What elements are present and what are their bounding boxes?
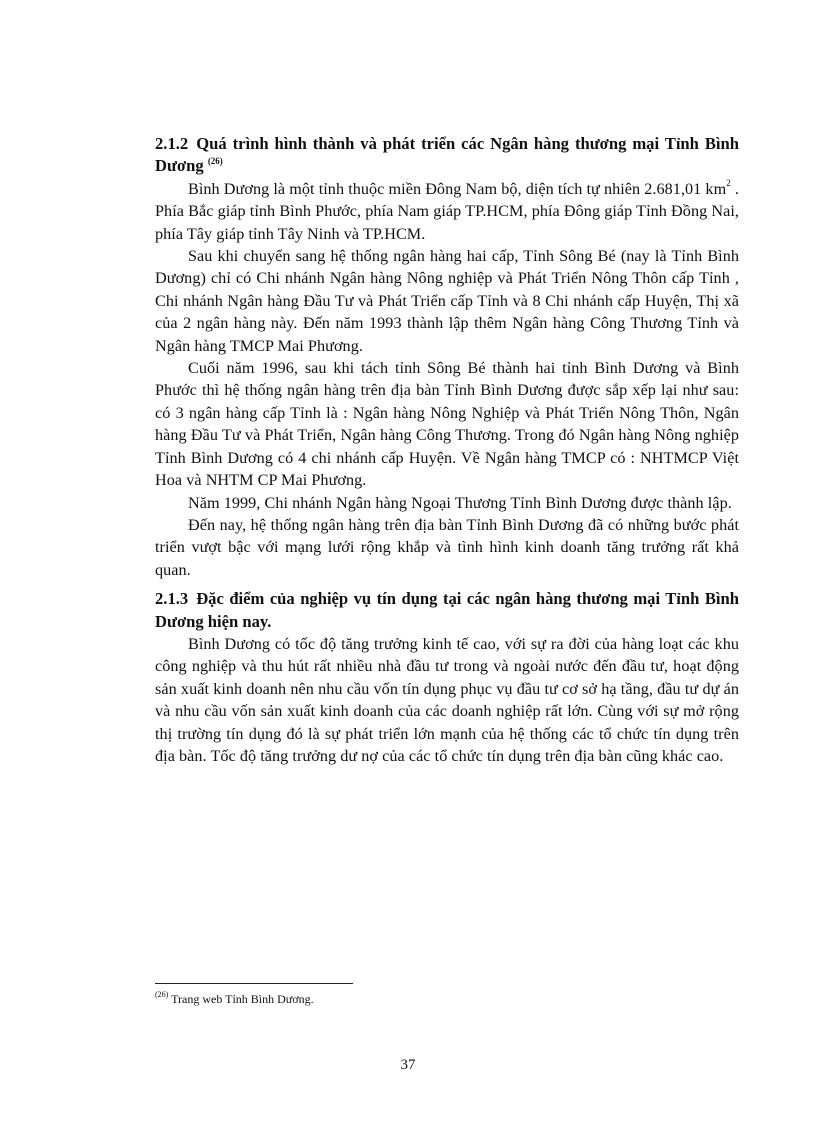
section-title: Đặc điểm của nghiệp vụ tín dụng tại các ngân hàng thương mại Tỉnh Bình Dương hiện nay. (155, 589, 739, 631)
section-heading-2-1-2 (155, 133, 739, 178)
footnote-marker: (26) (155, 990, 169, 999)
page-number: 37 (400, 1057, 416, 1073)
paragraph: Năm 1999, Chi nhánh Ngân hàng Ngoại Thương Tỉnh Bình Dương được thành lập. (188, 493, 732, 512)
paragraph (155, 178, 739, 245)
section-number: 2.1.2 (155, 134, 189, 153)
section-title: Quá trình hình thành và phát triển các Ngân hàng thương mại Tỉnh Bình Dương (155, 134, 739, 176)
page-content (155, 133, 739, 767)
paragraph: Bình Dương có tốc độ tăng trưởng kinh tế cao, với sự ra đời của hàng loạt các khu công nghiệp và thu hút rất nhiều nhà đầu tư trong và ngoài nước đến đầu tư, hoạt động sản xuất kinh doanh nên nhu cầu vốn tín dụng phục vụ đầu tư cơ sở hạ tầng, đầu tư dự án và nhu cầu vốn sản xuất kinh doanh của các doanh nghiệp rất lớn. Cùng với sự mở rộng thị trường tín dụng đó là sự phát triển lớn mạnh của hệ thống các tổ chức tín dụng trên địa bàn. Tốc độ tăng trưởng dư nợ của các tổ chức tín dụng trên địa bàn cũng khác cao. (155, 634, 739, 765)
section-number: 2.1.3 (155, 589, 189, 609)
footnote-reference: (26) (207, 155, 223, 166)
footnote-divider (155, 983, 353, 984)
footnote-text: Trang web Tỉnh Bình Dương. (168, 992, 314, 1006)
paragraph-text: . Phía Bắc giáp tỉnh Bình Phước, phía Nam giáp TP.HCM, phía Đông giáp Tỉnh Đồng Nai, phía Tây giáp tỉnh Tây Ninh và TP.HCM. (155, 179, 739, 243)
paragraph: Cuối năm 1996, sau khi tách tỉnh Sông Bé thành hai tỉnh Bình Dương và Bình Phước thì hệ thống ngân hàng trên địa bàn Tỉnh Bình Dương được sắp xếp lại như sau: có 3 ngân hàng cấp Tỉnh là : Ngân hàng Nông Nghiệp và Phát Triển Nông Thôn, Ngân hàng Đầu Tư và Phát Triển, Ngân hàng Công Thương. Trong đó Ngân hàng Nông nghiệp Tỉnh Bình Dương có 4 chi nhánh cấp Huyện. Về Ngân hàng TMCP có : NHTMCP Việt Hoa và NHTM CP Mai Phương. (155, 359, 739, 490)
section-heading-2-1-3 (155, 588, 739, 633)
footnote (155, 992, 314, 1007)
paragraph: Sau khi chuyển sang hệ thống ngân hàng hai cấp, Tỉnh Sông Bé (nay là Tỉnh Bình Dương) chỉ có Chi nhánh Ngân hàng Nông nghiệp và Phát Triển Nông Thôn cấp Tỉnh , Chi nhánh Ngân hàng Đầu Tư và Phát Triển cấp Tỉnh và 8 Chi nhánh cấp Huyện, Thị xã của 2 ngân hàng này. Đến năm 1993 thành lập thêm Ngân hàng Công Thương Tỉnh và Ngân hàng TMCP Mai Phương. (155, 247, 739, 355)
superscript: 2 (726, 178, 731, 189)
paragraph-text: Bình Dương là một tỉnh thuộc miền Đông Nam bộ, diện tích tự nhiên 2.681,01 km (188, 179, 727, 198)
paragraph: Đến nay, hệ thống ngân hàng trên địa bàn Tỉnh Bình Dương đã có những bước phát triển vượt bậc với mạng lưới rộng khắp và tình hình kinh doanh tăng trưởng rất khả quan. (155, 515, 739, 579)
